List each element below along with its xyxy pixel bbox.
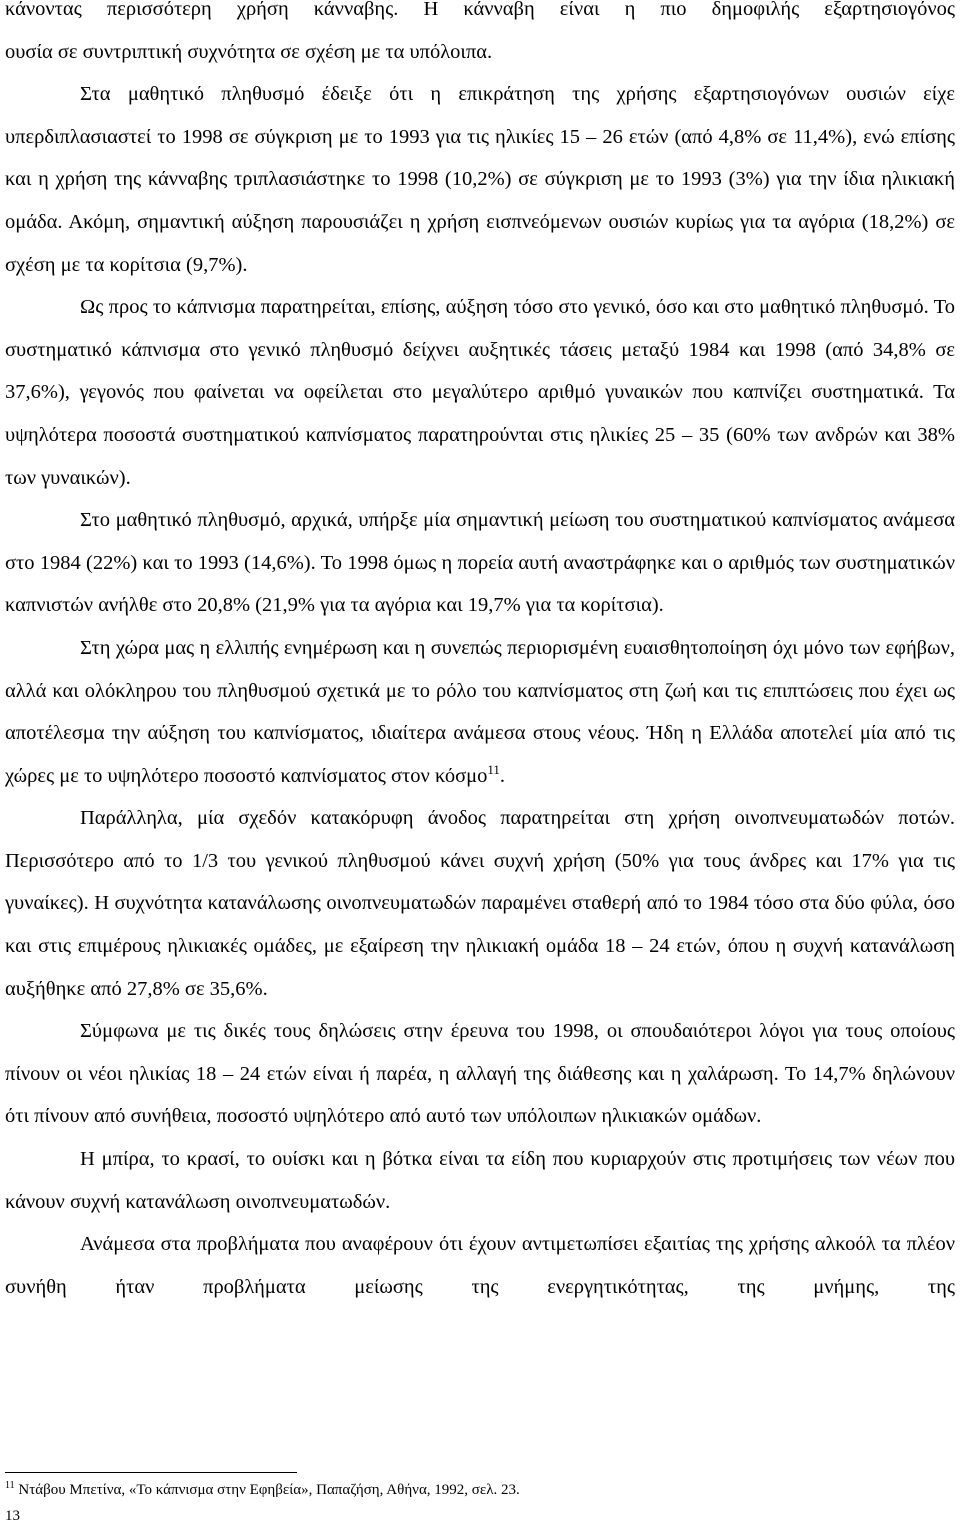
paragraph-9: Ανάμεσα στα προβλήματα που αναφέρουν ότι έχουν αντιμετωπίσει εξαιτίας της χρήσης αλκοόλ τα πλέον συνήθη ήταν προβλήματα μείωσης της ενεργητικότητας, της μνήμης, της xyxy=(5,1233,955,1298)
footnote-number: 11 xyxy=(5,1480,15,1491)
paragraph-1-rest: ουσία σε συντριπτική συχνότητα σε σχέση με τα υπόλοιπα. xyxy=(5,40,493,63)
page-number: 13 xyxy=(5,1508,20,1524)
paragraph-3: Ως προς το κάπνισμα παρατηρείται, επίσης, αύξηση τόσο στο γενικό, όσο και στο μαθητικό πληθυσμό. Το συστηματικό κάπνισμα στο γενικό πληθυσμό δείχνει αυξητικές τάσεις μεταξύ 1984 και 1998 (από 34,8% σε 37,6%), γεγονός που φαίνεται να οφείλεται στο μεγαλύτερο αριθμό γυναικών που καπνίζει συστηματικά. Τα υψηλότερα ποσοστά συστηματικού καπνίσματος παρατηρούνται στις ηλικίες 25 – 35 (60% των ανδρών και 38% των γυναικών). xyxy=(5,296,955,489)
paragraph-5-text: Στη χώρα μας η ελλιπής ενημέρωση και η συνεπώς περιορισμένη ευαισθητοποίηση όχι μόνο των εφήβων, αλλά και ολόκληρου του πληθυσμού σχετικά με το ρόλο του καπνίσματος στη ζωή και τις επιπτώσεις που έχει ως αποτέλεσμα την αύξηση του καπνίσματος, ιδιαίτερα ανάμεσα στους νέους. Ήδη η Ελλάδα αποτελεί μία από τις χώρες με το υψηλότερο ποσοστό καπνίσματος στον κόσμο xyxy=(5,636,955,787)
paragraph-8: Η μπίρα, το κρασί, το ουίσκι και η βότκα είναι τα είδη που κυριαρχούν στις προτιμήσεις των νέων που κάνουν συχνή κατανάλωση οινοπνευματωδών. xyxy=(5,1148,955,1213)
paragraph-5-tail: . xyxy=(499,764,506,787)
paragraph-1 xyxy=(5,0,955,73)
footnote-text: Ντάβου Μπετίνα, «Το κάπνισμα στην Εφηβεία», Παπαζήση, Αθήνα, 1992, σελ. 23. xyxy=(18,1482,520,1498)
paragraph-4: Στο μαθητικό πληθυσμό, αρχικά, υπήρξε μία σημαντική μείωση του συστηματικού καπνίσματος ανάμεσα στο 1984 (22%) και το 1993 (14,6%). Το 1998 όμως η πορεία αυτή αναστράφηκε και ο αριθμός των συστηματικών καπνιστών ανήλθε στο 20,8% (21,9% για τα αγόρια και 19,7% για τα κορίτσια). xyxy=(5,509,955,617)
paragraph-7: Σύμφωνα με τις δικές τους δηλώσεις στην έρευνα του 1998, οι σπουδαιότεροι λόγοι για τους οποίους πίνουν οι νέοι ηλικίας 18 – 24 ετών είναι ή παρέα, η αλλαγή της διάθεσης και η χαλάρωση. Το 14,7% δηλώνουν ότι πίνουν από συνήθεια, ποσοστό υψηλότερο από αυτό των υπόλοιπων ηλικιακών ομάδων. xyxy=(5,1020,955,1128)
document-page xyxy=(5,0,955,1308)
footnote-divider xyxy=(5,1472,297,1473)
paragraph-5 xyxy=(5,627,955,797)
body-text xyxy=(5,0,955,1308)
paragraph-1-first-line: κάνοντας περισσότερη χρήση κάνναβης. Η κάνναβη είναι η πιο δημοφιλής εξαρτησιογόνος xyxy=(5,0,955,20)
footnote-reference[interactable]: 11 xyxy=(487,761,500,777)
paragraph-6: Παράλληλα, μία σχεδόν κατακόρυφη άνοδος παρατηρείται στη χρήση οινοπνευματωδών ποτών. Περισσότερο από το 1/3 του γενικού πληθυσμού κάνει συχνή χρήση (50% για τους άνδρες και 17% για τις γυναίκες). Η συχνότητα κατανάλωσης οινοπνευματωδών παραμένει σταθερή από το 1984 τόσο στα δύο φύλα, όσο και στις επιμέρους ηλικιακές ομάδες, με εξαίρεση την ηλικιακή ομάδα 18 – 24 ετών, όπου η συχνή κατανάλωση αυξήθηκε από 27,8% σε 35,6%. xyxy=(5,807,955,1000)
footnote xyxy=(5,1480,520,1500)
paragraph-2: Στα μαθητικό πληθυσμό έδειξε ότι η επικράτηση της χρήσης εξαρτησιογόνων ουσιών είχε υπερδιπλασιαστεί το 1998 σε σύγκριση με το 1993 για τις ηλικίες 15 – 26 ετών (από 4,8% σε 11,4%), ενώ επίσης και η χρήση της κάνναβης τριπλασιάστηκε το 1998 (10,2%) σε σύγκριση με το 1993 (3%) για την ίδια ηλικιακή ομάδα. Ακόμη, σημαντική αύξηση παρουσιάζει η χρήση εισπνεόμενων ουσιών κυρίως για τα αγόρια (18,2%) σε σχέση με τα κορίτσια (9,7%). xyxy=(5,83,955,276)
